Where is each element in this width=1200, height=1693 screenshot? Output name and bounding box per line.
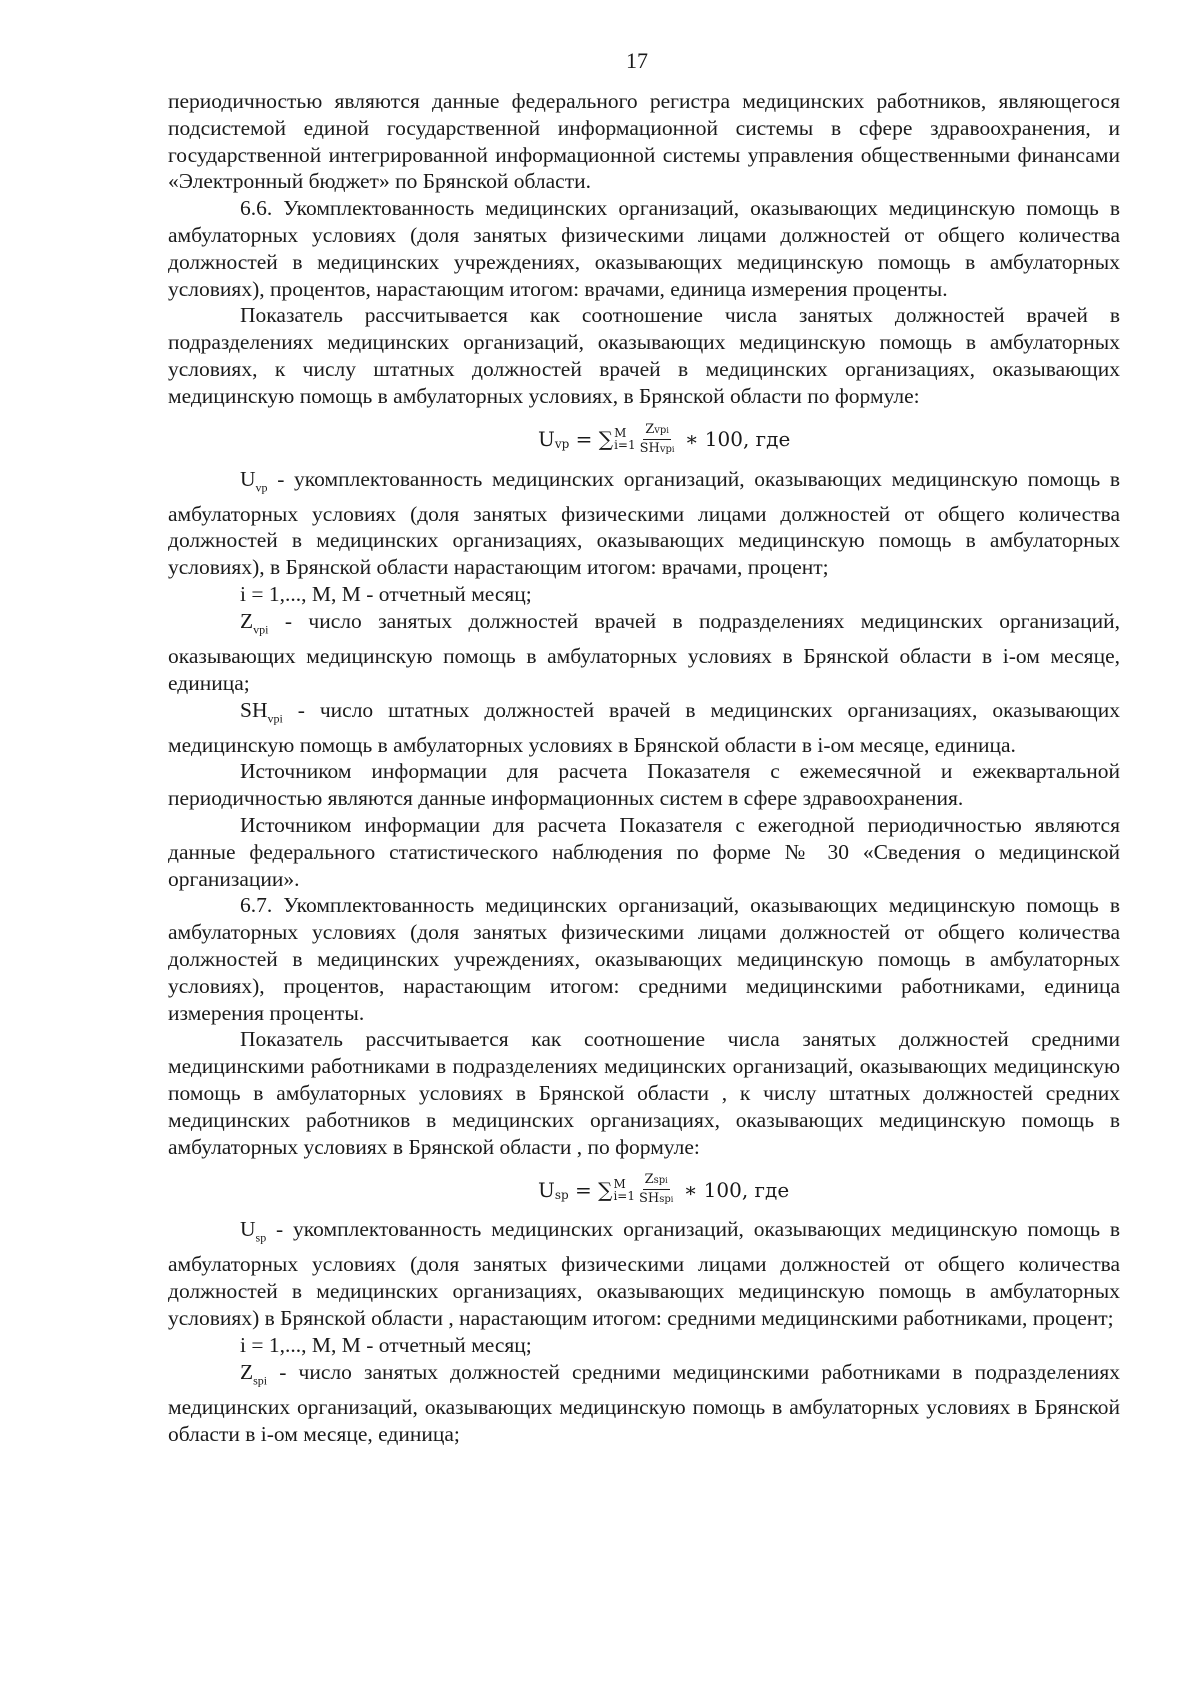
definition — [168, 581, 1120, 608]
formula-limit-bottom: i=1 — [613, 1188, 635, 1203]
definition-text: i = 1,..., M, M - отчетный месяц; — [240, 1332, 532, 1357]
definition — [168, 1359, 1120, 1448]
page-number: 17 — [626, 48, 648, 73]
definition-symbol: Z — [240, 1359, 254, 1384]
definition-text: - укомплектованность медицинских организаций, оказывающих медицинскую помощь в амбулаторных условиях (доля занятых физическими лицами должностей от общего количества должностей в медицинских организациях, оказывающих медицинскую помощь в амбулаторных условиях) в Брянской области , нарастающим итогом: средними медицинскими работниками, процент; — [168, 1217, 1120, 1331]
formula-tail: ∗ 100, где — [678, 427, 791, 452]
formula-subscript: vp — [554, 437, 570, 452]
definition — [168, 608, 1120, 697]
denominator-symbol: SH — [639, 440, 660, 456]
formula-denominator — [639, 1190, 673, 1207]
definition-subscript: vpi — [253, 622, 269, 637]
formula-usp — [168, 1166, 1120, 1210]
formula-fraction — [640, 422, 675, 457]
denominator-subsubscript: i — [670, 1195, 674, 1205]
formula-symbol: U — [538, 427, 555, 452]
formula-operator: = ∑ — [568, 1177, 613, 1202]
numerator-symbol: Z — [645, 421, 655, 437]
formula-limit-top: M — [614, 426, 627, 441]
paragraph: Показатель рассчитывается как соотношение числа занятых должностей средними медицинскими работниками в подразделениях медицинских организаций, оказывающих медицинскую помощь в амбулаторных условиях в Брянской области , к числу штатных должностей средних медицинских работников в медицинских организациях, оказывающих медицинскую помощь в амбулаторных условиях в Брянской области , по формуле: — [168, 1027, 1120, 1159]
formula-denominator — [640, 440, 675, 457]
paragraph: Показатель рассчитывается как соотношение числа занятых должностей врачей в подразделениях медицинских организаций, оказывающих медицинскую помощь в амбулаторных условиях, к числу штатных должностей врачей в медицинских организациях, оказывающих медицинскую помощь в амбулаторных условиях, в Брянской области по формуле: — [168, 303, 1120, 408]
definition-subscript: vpi — [267, 710, 283, 725]
paragraph: Источником информации для расчета Показателя с ежегодной периодичностью являются данные федерального статистического наблюдения по форме № 30 «Сведения о медицинской организации». — [168, 813, 1120, 891]
denominator-subsubscript: i — [671, 444, 675, 454]
formula-tail: ∗ 100, где — [677, 1177, 790, 1202]
definition — [168, 697, 1120, 759]
formula-operator: = ∑ — [569, 427, 614, 452]
formula-symbol: U — [538, 1177, 555, 1202]
numerator-subscript: vp — [654, 424, 667, 436]
definition — [168, 1216, 1120, 1331]
document-body — [168, 88, 1120, 1447]
formula-fraction — [639, 1172, 673, 1207]
definition — [168, 1332, 1120, 1359]
numerator-subsubscript: i — [665, 1176, 668, 1186]
denominator-symbol: SH — [638, 1191, 660, 1207]
paragraph: 6.7. Укомплектованность медицинских организаций, оказывающих медицинскую помощь в амбулаторных условиях (доля занятых физическими лицами должностей от общего количества должностей в медицинских учреждениях, оказывающих медицинскую помощь в амбулаторных условиях), процентов, нарастающим итогом: средними медицинскими работниками, единица измерения проценты. — [168, 893, 1120, 1025]
numerator-subsubscript: i — [666, 425, 669, 435]
definition-symbol: Z — [240, 608, 254, 633]
definition-subscript: spi — [253, 1372, 268, 1387]
definition-symbol: U — [240, 466, 256, 491]
definition-symbol: SH — [240, 697, 268, 722]
formula-uvp — [168, 416, 1120, 460]
definition-subscript: sp — [255, 1230, 267, 1245]
definition-subscript: vp — [255, 479, 268, 494]
definition-text: - укомплектованность медицинских организаций, оказывающих медицинскую помощь в амбулаторных условиях (доля занятых физическими лицами должностей от общего количества должностей в медицинских организациях, оказывающих медицинскую помощь в амбулаторных условиях), в Брянской области нарастающим итогом: врачами, процент; — [168, 466, 1120, 580]
formula-numerator — [643, 1172, 670, 1190]
formula-numerator — [643, 422, 671, 440]
paragraph: Источником информации для расчета Показателя с ежемесячной и ежеквартальной периодичностью являются данные информационных систем в сфере здравоохранения. — [168, 759, 1120, 811]
formula-limit-bottom: i=1 — [614, 438, 636, 453]
numerator-subscript: sp — [653, 1175, 666, 1187]
denominator-subscript: sp — [659, 1194, 671, 1206]
numerator-symbol: Z — [644, 1172, 654, 1188]
definition-text: - число занятых должностей врачей в подразделениях медицинских организаций, оказывающих медицинскую помощь в амбулаторных условиях в Брянской области в i-ом месяце, единица; — [168, 608, 1120, 695]
formula-limits — [613, 1178, 635, 1202]
formula-limits — [614, 427, 636, 451]
definition — [168, 466, 1120, 581]
definition-text: - число занятых должностей средними медицинскими работниками в подразделениях медицинских организаций, оказывающих медицинскую помощь в амбулаторных условиях в Брянской области в i-ом месяце, единица; — [168, 1359, 1120, 1446]
paragraph: периодичностью являются данные федерального регистра медицинских работников, являющегося подсистемой единой государственной информационной системы в сфере здравоохранения, и государственной интегрированной информационной системы управления общественными финансами «Электронный бюджет» по Брянской области. — [168, 89, 1120, 194]
paragraph: 6.6. Укомплектованность медицинских организаций, оказывающих медицинскую помощь в амбулаторных условиях (доля занятых физическими лицами должностей от общего количества должностей в медицинских учреждениях, оказывающих медицинскую помощь в амбулаторных условиях), процентов, нарастающим итогом: врачами, единица измерения проценты. — [168, 196, 1120, 301]
definition-text: i = 1,..., M, M - отчетный месяц; — [240, 582, 532, 607]
definition-text: - число штатных должностей врачей в медицинских организациях, оказывающих медицинскую помощь в амбулаторных условиях в Брянской области в i-ом месяце, единица. — [168, 697, 1120, 757]
definition-symbol: U — [240, 1217, 256, 1242]
formula-limit-top: M — [613, 1176, 626, 1191]
denominator-subscript: vp — [659, 443, 672, 455]
formula-subscript: sp — [554, 1187, 569, 1202]
